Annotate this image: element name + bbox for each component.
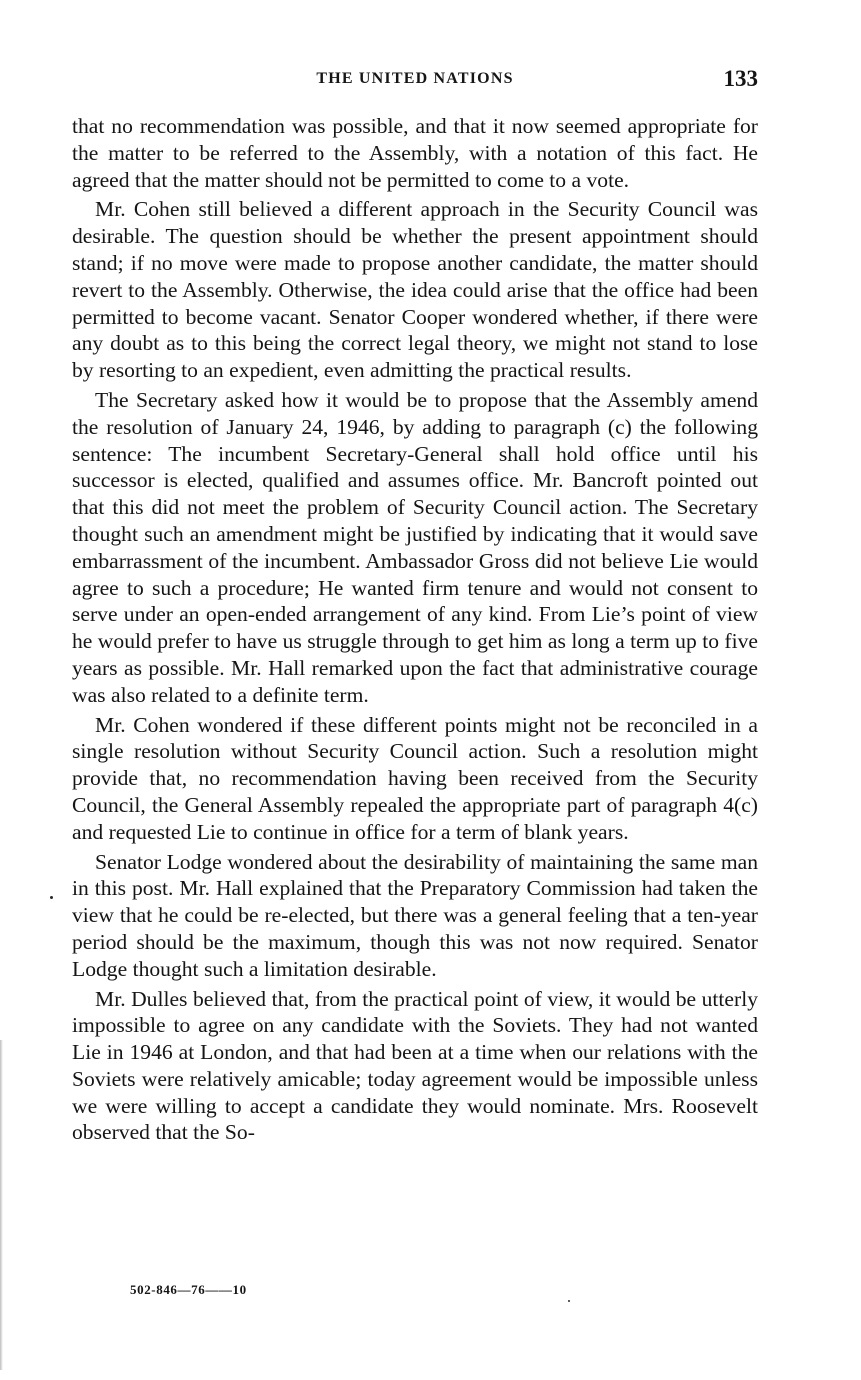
paragraph-5: Senator Lodge wondered about the desirability of maintaining the same man in this post. Mr. Hall explained that the Preparatory Commission had taken the view that he could be re-elected, but there was a general feeling that a ten-year period should be the maximum, though this was not now required. Senator Lodge thought such a limitation desirable.: [72, 849, 758, 981]
paragraph-2: Mr. Cohen still believed a different approach in the Security Council was desirable. The question should be whether the present appointment should stand; if no move were made to propose another candidate, the matter should revert to the Assembly. Otherwise, the idea could arise that the office had been permitted to become vacant. Senator Cooper wondered whether, if there were any doubt as to this being the correct legal theory, we might not stand to lose by resorting to an expedient, even admitting the practical results.: [72, 197, 758, 383]
paragraph-3: The Secretary asked how it would be to propose that the Assembly amend the resolution of January 24, 1946, by adding to paragraph (c) the following sentence: The incumbent Secretary-General shall hold office until his successor is elected, qualified and assumes office. Mr. Bancroft pointed out that this did not meet the problem of Security Council action. The Secretary thought such an amendment might be justified by indicating that it would save embarrassment of the incumbent. Ambassador Gross did not believe Lie would agree to such a procedure; He wanted firm tenure and would not consent to serve under an open-ended arrangement of any kind. From Lie’s point of view he would prefer to have us struggle through to get him as long a term up to five years as possible. Mr. Hall remarked upon the fact that administrative courage was also related to a definite term.: [72, 387, 758, 707]
running-head: THE UNITED NATIONS: [316, 70, 514, 87]
scan-speck: [50, 896, 53, 899]
print-code: 502-846—76——10: [130, 1282, 247, 1297]
body-text: [72, 113, 758, 1149]
page-header: [72, 66, 758, 96]
paragraph-4: Mr. Cohen wondered if these different points might not be reconciled in a single resolution without Security Council action. Such a resolution might provide that, no recommendation having been received from the Security Council, the General Assembly repealed the appropriate part of paragraph 4(c) and requested Lie to continue in office for a term of blank years.: [72, 712, 758, 844]
paragraph-1: that no recommendation was possible, and that it now seemed appropriate for the matter to be referred to the Assembly, with a notation of this fact. He agreed that the matter should not be permitted to come to a vote.: [72, 114, 758, 192]
scan-edge-shadow: [0, 1040, 3, 1370]
page-number: 133: [723, 66, 758, 91]
paragraph-6: Mr. Dulles believed that, from the practical point of view, it would be utterly impossible to agree on any candidate with the Soviets. They had not wanted Lie in 1946 at London, and that had been at a time when our relations with the Soviets were relatively amicable; today agreement would be impossible unless we were willing to accept a candidate they would nominate. Mrs. Roosevelt observed that the So-: [72, 986, 758, 1145]
scan-speck: [568, 1300, 570, 1302]
